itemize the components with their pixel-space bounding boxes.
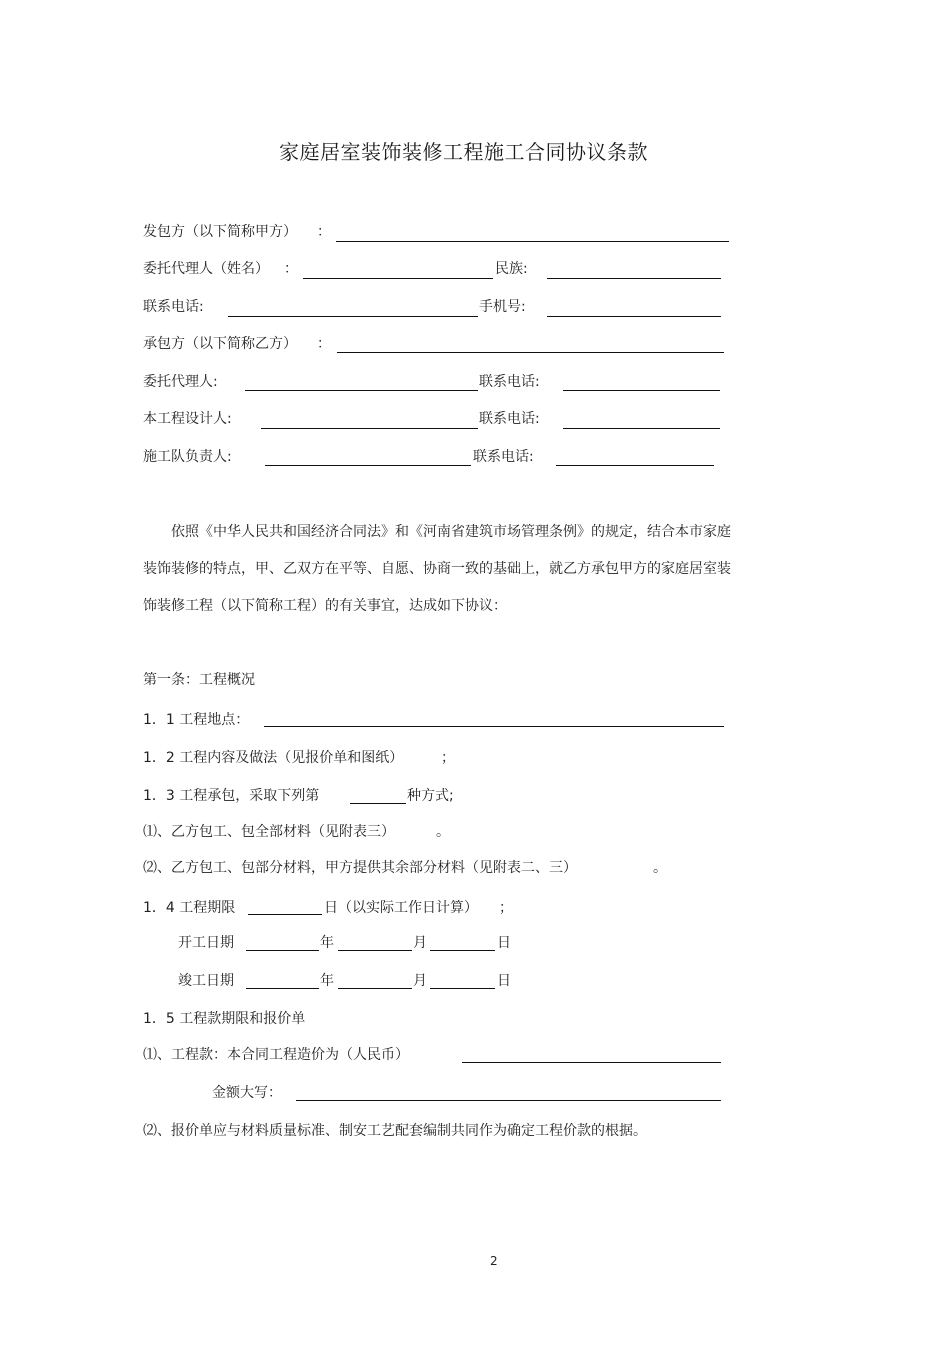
amount-in-words-label: 金额大写：	[212, 1085, 282, 1101]
start-year-unit: 年	[320, 935, 334, 951]
start-date-label: 开工日期	[178, 935, 234, 951]
designer-phone-label: 联系电话:	[479, 411, 540, 427]
mobile-label: 手机号:	[479, 299, 526, 315]
end-month-field[interactable]	[338, 988, 412, 989]
amount-in-words-field[interactable]	[296, 1100, 721, 1101]
duration-days-field[interactable]	[248, 914, 322, 915]
b-agent-field[interactable]	[245, 390, 478, 391]
clause-1-3: 1．3 工程承包，采取下列第	[143, 788, 320, 804]
end-day-field[interactable]	[430, 988, 495, 989]
start-year-field[interactable]	[246, 950, 319, 951]
clause-1-4-end: ；	[499, 900, 513, 916]
contract-mode-field[interactable]	[350, 803, 406, 804]
option-2: ⑵、乙方包工、包部分材料，甲方提供其余部分材料（见附表二、三）	[143, 860, 577, 876]
option-1: ⑴、乙方包工、包全部材料（见附表三）	[143, 824, 395, 840]
end-year-unit: 年	[320, 973, 334, 989]
b-agent-label: 委托代理人:	[143, 374, 218, 390]
party-a-field[interactable]	[336, 241, 729, 242]
ethnicity-field[interactable]	[547, 278, 721, 279]
mobile-field[interactable]	[547, 316, 721, 317]
agent-name-field[interactable]	[303, 278, 493, 279]
phone-label: 联系电话:	[143, 299, 204, 315]
agent-name-label: 委托代理人（姓名）	[143, 261, 269, 277]
party-b-colon: ：	[317, 336, 331, 352]
agent-name-colon: ：	[284, 261, 298, 277]
start-month-unit: 月	[413, 935, 427, 951]
team-lead-label: 施工队负责人:	[143, 449, 232, 465]
party-a-label: 发包方（以下简称甲方）	[143, 224, 297, 240]
designer-label: 本工程设计人:	[143, 411, 232, 427]
clause-1-5: 1．5 工程款期限和报价单	[143, 1011, 306, 1027]
page-title: 家庭居室装饰装修工程施工合同协议条款	[279, 140, 648, 164]
price-label: ⑴、工程款：本合同工程造价为（人民币）	[143, 1047, 409, 1063]
preamble-line-2: 装饰装修的特点，甲、乙双方在平等、自愿、协商一致的基础上，就乙方承包甲方的家庭居室装	[143, 561, 731, 577]
start-day-field[interactable]	[430, 950, 495, 951]
team-lead-phone-field[interactable]	[556, 465, 714, 466]
team-lead-field[interactable]	[265, 465, 471, 466]
end-month-unit: 月	[413, 973, 427, 989]
end-year-field[interactable]	[246, 988, 319, 989]
designer-phone-field[interactable]	[563, 428, 720, 429]
designer-field[interactable]	[261, 428, 478, 429]
party-a-colon: ：	[317, 224, 331, 240]
b-agent-phone-label: 联系电话:	[479, 374, 540, 390]
page-number: 2	[490, 1254, 498, 1268]
end-date-label: 竣工日期	[178, 973, 234, 989]
team-lead-phone-label: 联系电话:	[473, 449, 534, 465]
clause-1-4: 1．4 工程期限	[143, 900, 236, 916]
clause-1-2-end: ；	[441, 750, 455, 766]
start-month-field[interactable]	[338, 950, 412, 951]
ethnicity-label: 民族:	[495, 261, 528, 277]
preamble-line-3: 饰装修工程（以下简称工程）的有关事宜，达成如下协议：	[143, 598, 507, 614]
option-2-end: 。	[653, 860, 667, 876]
clause-1-1: 1．1 工程地点：	[143, 712, 250, 728]
site-address-field[interactable]	[264, 726, 724, 727]
phone-field[interactable]	[228, 316, 478, 317]
end-day-unit: 日	[497, 973, 511, 989]
party-b-label: 承包方（以下简称乙方）	[143, 336, 297, 352]
clause-1-2: 1．2 工程内容及做法（见报价单和图纸）	[143, 750, 404, 766]
clause-1-4-mid: 日（以实际工作日计算）	[324, 900, 478, 916]
start-day-unit: 日	[497, 935, 511, 951]
option-1-end: 。	[436, 824, 450, 840]
clause-1-3-end: 种方式;	[407, 788, 454, 804]
article-1-heading: 第一条：工程概况	[143, 672, 255, 688]
preamble-line-1: 依照《中华人民共和国经济合同法》和《河南省建筑市场管理条例》的规定，结合本市家庭	[171, 524, 731, 540]
quote-clause: ⑵、报价单应与材料质量标准、制安工艺配套编制共同作为确定工程价款的根据。	[143, 1123, 647, 1139]
party-b-field[interactable]	[337, 352, 724, 353]
contract-price-field[interactable]	[462, 1062, 721, 1063]
b-agent-phone-field[interactable]	[563, 390, 720, 391]
